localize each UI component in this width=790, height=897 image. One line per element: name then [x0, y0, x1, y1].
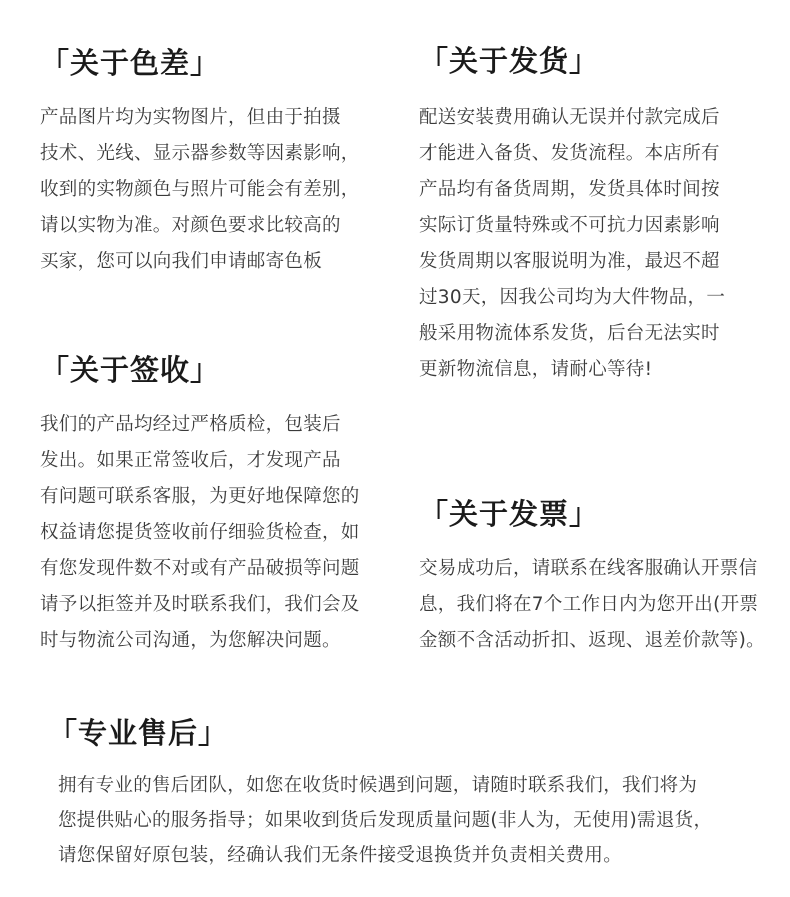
body-line: 权益请您提货签收前仔细验货检查，如: [40, 522, 360, 543]
section-signing: [40, 353, 360, 659]
section-body: [419, 100, 725, 388]
body-line: 请予以拒签并及时联系我们，我们会及: [40, 594, 360, 615]
section-invoice: [419, 497, 765, 659]
body-line: 才能进入备货、发货流程。本店所有: [419, 143, 720, 164]
section-body: [419, 551, 765, 659]
body-line: 般采用物流体系发货，后台无法实时: [419, 323, 720, 344]
section-body: [40, 407, 360, 659]
body-line: 有您发现件数不对或有产品破损等问题: [40, 558, 360, 579]
body-line: 产品均有备货周期，发货具体时间按: [419, 179, 720, 200]
body-line: 请您保留好原包装，经确认我们无条件接受退换货并负责相关费用。: [58, 845, 623, 866]
body-line: 收到的实物颜色与照片可能会有差别，: [40, 179, 360, 200]
body-line: 配送安装费用确认无误并付款完成后: [419, 107, 720, 128]
body-line: 实际订货量特殊或不可抗力因素影响: [419, 215, 720, 236]
body-line: 息，我们将在7个工作日内为您开出(开票: [419, 594, 759, 615]
section-title: 「关于色差」: [40, 46, 221, 80]
body-line: 买家，您可以向我们申请邮寄色板: [40, 251, 323, 272]
body-line: 产品图片均为实物图片，但由于拍摄: [40, 107, 341, 128]
section-title: 「关于签收」: [40, 353, 221, 387]
body-line: 发货周期以客服说明为准，最迟不超: [419, 251, 720, 272]
section-color-difference: [40, 46, 360, 280]
section-title: 「关于发货」: [419, 44, 600, 78]
body-line: 过30天，因我公司均为大件物品，一: [419, 287, 726, 308]
body-line: 技术、光线、显示器参数等因素影响，: [40, 143, 360, 164]
body-line: 时与物流公司沟通，为您解决问题。: [40, 630, 341, 651]
section-after-sales: [48, 716, 712, 873]
body-line: 有问题可联系客服，为更好地保障您的: [40, 486, 360, 507]
section-body: [58, 768, 712, 873]
body-line: 请以实物为准。对颜色要求比较高的: [40, 215, 341, 236]
body-line: 交易成功后，请联系在线客服确认开票信: [419, 558, 758, 579]
section-title: 「关于发票」: [419, 497, 600, 531]
body-line: 发出。如果正常签收后，才发现产品: [40, 450, 341, 471]
section-title: 「专业售后」: [48, 716, 229, 750]
body-line: 更新物流信息，请耐心等待!: [419, 359, 653, 380]
body-line: 我们的产品均经过严格质检，包装后: [40, 414, 341, 435]
body-line: 拥有专业的售后团队，如您在收货时候遇到问题，请随时联系我们，我们将为: [58, 775, 698, 796]
section-body: [40, 100, 360, 280]
body-line: 金额不含活动折扣、返现、退差价款等)。: [419, 630, 765, 651]
body-line: 您提供贴心的服务指导；如果收到货后发现质量问题(非人为，无使用)需退货，: [58, 810, 713, 831]
section-shipping: [419, 44, 725, 388]
